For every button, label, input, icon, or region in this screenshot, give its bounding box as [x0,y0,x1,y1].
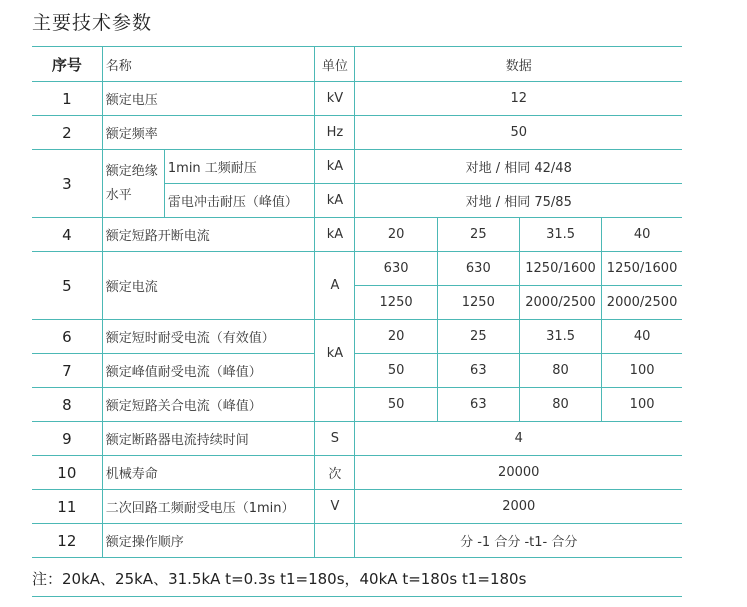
row-unit: S [315,422,355,456]
row-unit: kA [315,320,355,388]
row-no: 12 [32,524,102,558]
row-no: 1 [32,82,102,116]
row-value: 分 -1 合分 -t1- 合分 [355,524,682,558]
row-no: 6 [32,320,102,354]
data-cell: 63 [437,354,519,388]
data-cell: 80 [519,388,601,422]
row-name: 额定绝缘水平 [102,150,164,218]
header-name: 名称 [102,47,315,82]
table-row [32,252,682,286]
data-cell: 50 [355,388,437,422]
row-unit [315,524,355,558]
row-no: 11 [32,490,102,524]
row-no: 9 [32,422,102,456]
row-no: 8 [32,388,102,422]
data-cell: 31.5 [519,320,601,354]
table-row [32,388,682,422]
table-row [32,456,682,490]
row-name: 额定短路关合电流（峰值） [102,388,315,422]
row-unit: 次 [315,456,355,490]
row-no: 3 [32,150,102,218]
table-row [32,150,682,184]
table-row [32,320,682,354]
row-name: 二次回路工频耐受电压（1min） [102,490,315,524]
row-unit: kV [315,82,355,116]
data-cell: 20 [355,218,437,252]
row-name: 额定操作顺序 [102,524,315,558]
bottom-divider [32,596,682,597]
row-unit: Hz [315,116,355,150]
data-cell: 40 [602,320,682,354]
data-cell: 2000/2500 [519,286,601,320]
row-unit: kA [315,184,355,218]
data-cell: 25 [437,218,519,252]
row-no: 2 [32,116,102,150]
data-cell: 1250 [437,286,519,320]
row-value: 对地 / 相同 42/48 [355,150,682,184]
row-name: 额定频率 [102,116,315,150]
row-subname: 雷电冲击耐压（峰值） [164,184,314,218]
row-no: 10 [32,456,102,490]
data-cell: 1250/1600 [602,252,682,286]
row-value: 4 [355,422,682,456]
row-name: 额定峰值耐受电流（峰值） [102,354,315,388]
row-name: 额定断路器电流持续时间 [102,422,315,456]
parameters-table [32,46,682,558]
data-cell: 1250 [355,286,437,320]
row-name: 额定短时耐受电流（有效值） [102,320,315,354]
row-value: 对地 / 相同 75/85 [355,184,682,218]
row-unit: kA [315,150,355,184]
data-cell: 630 [437,252,519,286]
data-cell: 40 [602,218,682,252]
table-row [32,354,682,388]
table-row [32,524,682,558]
row-name: 额定电压 [102,82,315,116]
table-header-row [32,47,682,82]
data-cell: 31.5 [519,218,601,252]
header-data: 数据 [355,47,682,82]
table-row [32,82,682,116]
data-cell: 100 [602,388,682,422]
data-cell: 25 [437,320,519,354]
header-no: 序号 [32,47,102,82]
table-row [32,422,682,456]
row-no: 5 [32,252,102,320]
data-cell: 20 [355,320,437,354]
data-cell: 630 [355,252,437,286]
footnote: 注：20kA、25kA、31.5kA t=0.3s t1=180s，40kA t=180s t1=180s [32,570,527,588]
row-name: 额定短路开断电流 [102,218,315,252]
table-row [32,116,682,150]
row-value: 20000 [355,456,682,490]
row-value: 50 [355,116,682,150]
row-unit: V [315,490,355,524]
table-row [32,490,682,524]
data-cell: 63 [437,388,519,422]
table-row [32,218,682,252]
data-cell: 50 [355,354,437,388]
row-subname: 1min 工频耐压 [164,150,314,184]
data-cell: 100 [602,354,682,388]
row-value: 12 [355,82,682,116]
row-unit: A [315,252,355,320]
row-unit [315,388,355,422]
row-unit: kA [315,218,355,252]
page-title: 主要技术参数 [32,12,153,34]
row-name: 机械寿命 [102,456,315,490]
row-no: 7 [32,354,102,388]
data-cell: 1250/1600 [519,252,601,286]
row-no: 4 [32,218,102,252]
row-value: 2000 [355,490,682,524]
header-unit: 单位 [315,47,355,82]
data-cell: 2000/2500 [602,286,682,320]
data-cell: 80 [519,354,601,388]
row-name: 额定电流 [102,252,315,320]
